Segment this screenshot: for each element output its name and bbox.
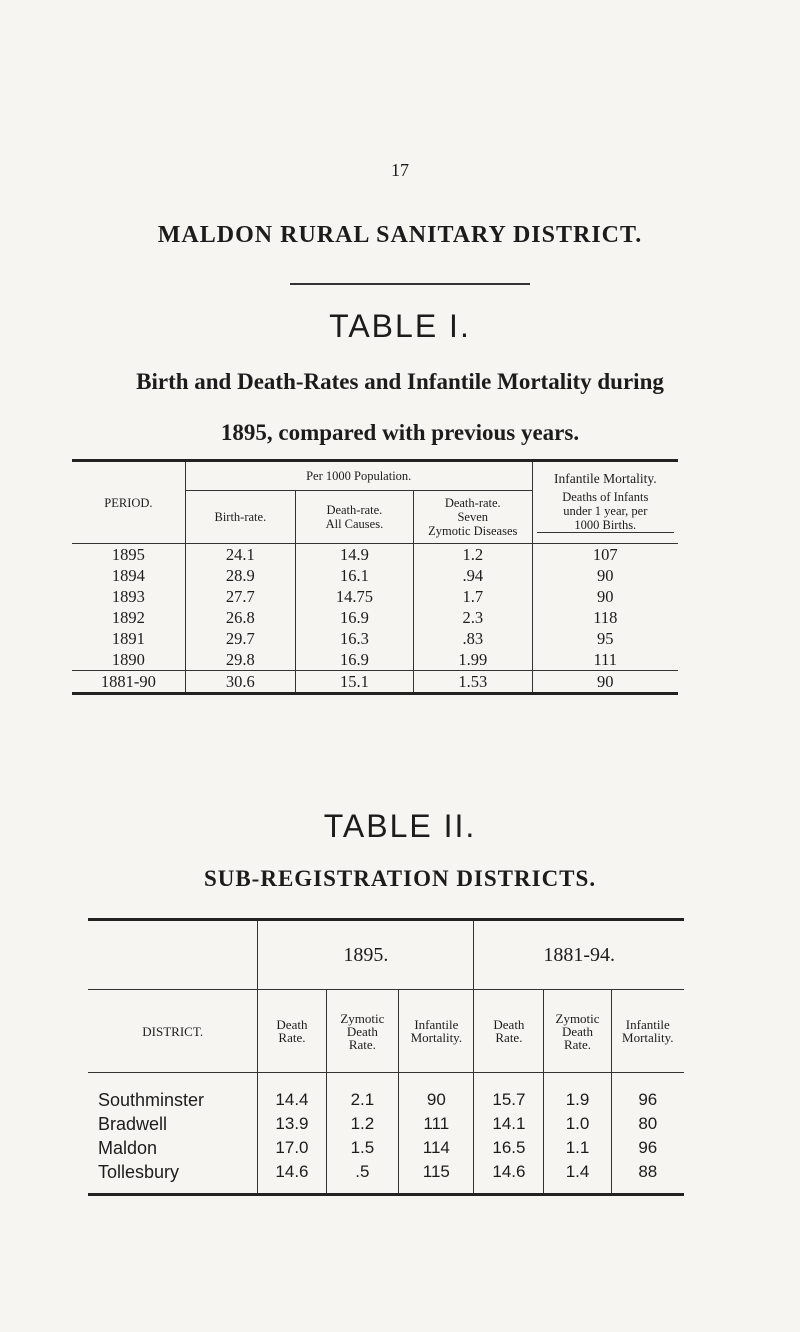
death-rate-1881-94-cell: 14.1 xyxy=(474,1112,544,1136)
header-zymotic-line3: Zymotic Diseases xyxy=(428,524,518,538)
death-rate-1895-cell: 14.6 xyxy=(258,1160,326,1195)
death-rate-cell: 14.9 xyxy=(295,544,413,566)
zymotic-1895-cell: .5 xyxy=(326,1160,399,1195)
district-name-cell: Southminster xyxy=(98,1089,205,1110)
header-death-rate xyxy=(295,491,413,544)
death-rate-cell: 16.1 xyxy=(295,565,413,586)
table-row xyxy=(72,544,678,566)
zymotic-rate-cell: 1.2 xyxy=(413,544,532,566)
header-infantile-1895 xyxy=(399,990,474,1073)
header-death-line2: Rate. xyxy=(495,1030,523,1045)
table-row xyxy=(88,1112,684,1136)
header-zymotic-1895 xyxy=(326,990,399,1073)
header-period: PERIOD. xyxy=(104,495,153,510)
title-rule xyxy=(290,283,530,285)
header-year-1895: 1895. xyxy=(258,920,474,990)
header-infantile-line1: Infantile xyxy=(625,1017,670,1032)
zymotic-rate-cell: 1.53 xyxy=(413,671,532,694)
table-row xyxy=(88,1073,684,1113)
header-death-rate-line2: All Causes. xyxy=(325,517,384,531)
header-zymotic-line1: Death-rate. xyxy=(444,496,501,510)
period-cell: 1890 xyxy=(111,649,145,669)
zymotic-rate-cell: 2.3 xyxy=(413,607,532,628)
header-blank xyxy=(88,920,258,990)
infantile-cell: 118 xyxy=(532,607,678,628)
table2-subtitle: SUB-REGISTRATION DISTRICTS. xyxy=(203,866,597,891)
district-name-cell: Bradwell xyxy=(98,1113,168,1134)
table1-subtitle-line1: Birth and Death-Rates and Infantile Mortality during xyxy=(136,369,664,394)
table2-title: TABLE II. xyxy=(323,808,477,844)
header-district: DISTRICT. xyxy=(88,990,258,1073)
zymotic-1881-94-cell: 1.0 xyxy=(544,1112,611,1136)
period-cell: 1881-90 xyxy=(100,671,156,691)
table-row xyxy=(88,1160,684,1195)
header-year-1881-94: 1881-94. xyxy=(474,920,684,990)
header-death-line1: Death xyxy=(493,1017,525,1032)
header-per-1000: Per 1000 Population. xyxy=(185,461,532,491)
zymotic-rate-cell: .83 xyxy=(413,628,532,649)
header-infantile-line2: Deaths of Infants xyxy=(562,490,649,504)
infantile-1881-94-cell: 88 xyxy=(611,1160,684,1195)
summary-row xyxy=(72,671,678,694)
death-rate-1895-cell: 17.0 xyxy=(258,1136,326,1160)
zymotic-1881-94-cell: 1.1 xyxy=(544,1136,611,1160)
period-cell: 1894 xyxy=(111,565,145,585)
header-zymotic-line2: Seven xyxy=(457,510,489,524)
header-death-rate-line1: Death-rate. xyxy=(326,503,383,517)
zymotic-1895-cell: 1.5 xyxy=(326,1136,399,1160)
infantile-1895-cell: 90 xyxy=(399,1073,474,1113)
header-infantile-line1: Infantile xyxy=(414,1017,459,1032)
birth-rate-cell: 27.7 xyxy=(185,586,295,607)
header-infantile xyxy=(532,461,678,544)
header-infantile-line2: Mortality. xyxy=(622,1030,674,1045)
header-death-rate-1881-94 xyxy=(474,990,544,1073)
death-rate-1881-94-cell: 14.6 xyxy=(474,1160,544,1195)
period-cell: 1891 xyxy=(111,628,145,648)
header-death-rate-1895 xyxy=(258,990,326,1073)
sub-districts-table xyxy=(88,918,684,1196)
death-rate-cell: 14.75 xyxy=(295,586,413,607)
zymotic-rate-cell: 1.99 xyxy=(413,649,532,671)
infantile-1895-cell: 114 xyxy=(399,1136,474,1160)
header-zymotic-line2: Death xyxy=(346,1023,378,1039)
zymotic-1895-cell: 1.2 xyxy=(326,1112,399,1136)
infantile-1881-94-cell: 96 xyxy=(611,1136,684,1160)
page-number: 17 xyxy=(391,160,409,180)
infantile-1881-94-cell: 96 xyxy=(611,1073,684,1113)
header-infantile-line2: Mortality. xyxy=(410,1030,463,1045)
header-death-line1: Death xyxy=(276,1017,308,1032)
death-rate-cell: 16.3 xyxy=(295,628,413,649)
header-zymotic-line3: Rate. xyxy=(348,1036,376,1052)
death-rate-1895-cell: 13.9 xyxy=(258,1112,326,1136)
district-title: MALDON RURAL SANITARY DISTRICT. xyxy=(157,222,643,248)
header-zymotic-1881-94 xyxy=(544,990,611,1073)
header-infantile-line1: Infantile Mortality. xyxy=(553,471,657,486)
infantile-cell: 90 xyxy=(532,671,678,694)
birth-rate-cell: 30.6 xyxy=(185,671,295,694)
period-cell: 1892 xyxy=(111,607,145,627)
header-zymotic-line1: Zymotic xyxy=(555,1010,600,1026)
table-row xyxy=(72,628,678,649)
infantile-1881-94-cell: 80 xyxy=(611,1112,684,1136)
header-infantile-1881-94 xyxy=(611,990,684,1073)
birth-rate-cell: 29.7 xyxy=(185,628,295,649)
table-row xyxy=(88,1136,684,1160)
death-rate-cell: 16.9 xyxy=(295,649,413,671)
death-rate-1881-94-cell: 16.5 xyxy=(474,1136,544,1160)
header-death-line2: Rate. xyxy=(278,1030,306,1045)
header-birth-rate: Birth-rate. xyxy=(185,491,295,544)
zymotic-rate-cell: .94 xyxy=(413,565,532,586)
infantile-1895-cell: 115 xyxy=(399,1160,474,1195)
death-rate-cell: 16.9 xyxy=(295,607,413,628)
header-zymotic-line2: Death xyxy=(562,1023,594,1039)
district-name-cell: Tollesbury xyxy=(98,1161,180,1182)
death-rate-1881-94-cell: 15.7 xyxy=(474,1073,544,1113)
table-row xyxy=(72,565,678,586)
infantile-cell: 107 xyxy=(532,544,678,566)
death-rate-cell: 15.1 xyxy=(295,671,413,694)
period-cell: 1893 xyxy=(111,586,145,606)
birth-rate-cell: 24.1 xyxy=(185,544,295,566)
header-zymotic-rate xyxy=(413,491,532,544)
zymotic-rate-cell: 1.7 xyxy=(413,586,532,607)
infantile-1895-cell: 111 xyxy=(399,1112,474,1136)
zymotic-1881-94-cell: 1.4 xyxy=(544,1160,611,1195)
header-zymotic-line1: Zymotic xyxy=(340,1010,385,1026)
header-infantile-line3: under 1 year, per xyxy=(563,504,648,518)
table1-title: TABLE I. xyxy=(329,308,471,344)
table-row xyxy=(72,586,678,607)
infantile-cell: 90 xyxy=(532,586,678,607)
district-name-cell: Maldon xyxy=(98,1137,158,1158)
death-rate-1895-cell: 14.4 xyxy=(258,1073,326,1113)
rates-table xyxy=(72,459,678,695)
zymotic-1881-94-cell: 1.9 xyxy=(544,1073,611,1113)
period-cell: 1895 xyxy=(111,544,145,564)
table-row xyxy=(72,607,678,628)
birth-rate-cell: 26.8 xyxy=(185,607,295,628)
birth-rate-cell: 28.9 xyxy=(185,565,295,586)
infantile-cell: 95 xyxy=(532,628,678,649)
table1-subtitle-line2: 1895, compared with previous years. xyxy=(220,420,580,445)
birth-rate-cell: 29.8 xyxy=(185,649,295,671)
zymotic-1895-cell: 2.1 xyxy=(326,1073,399,1113)
table-row xyxy=(72,649,678,671)
header-zymotic-line3: Rate. xyxy=(563,1036,592,1052)
infantile-cell: 90 xyxy=(532,565,678,586)
infantile-cell: 111 xyxy=(532,649,678,671)
header-infantile-line4: 1000 Births. xyxy=(537,518,674,533)
